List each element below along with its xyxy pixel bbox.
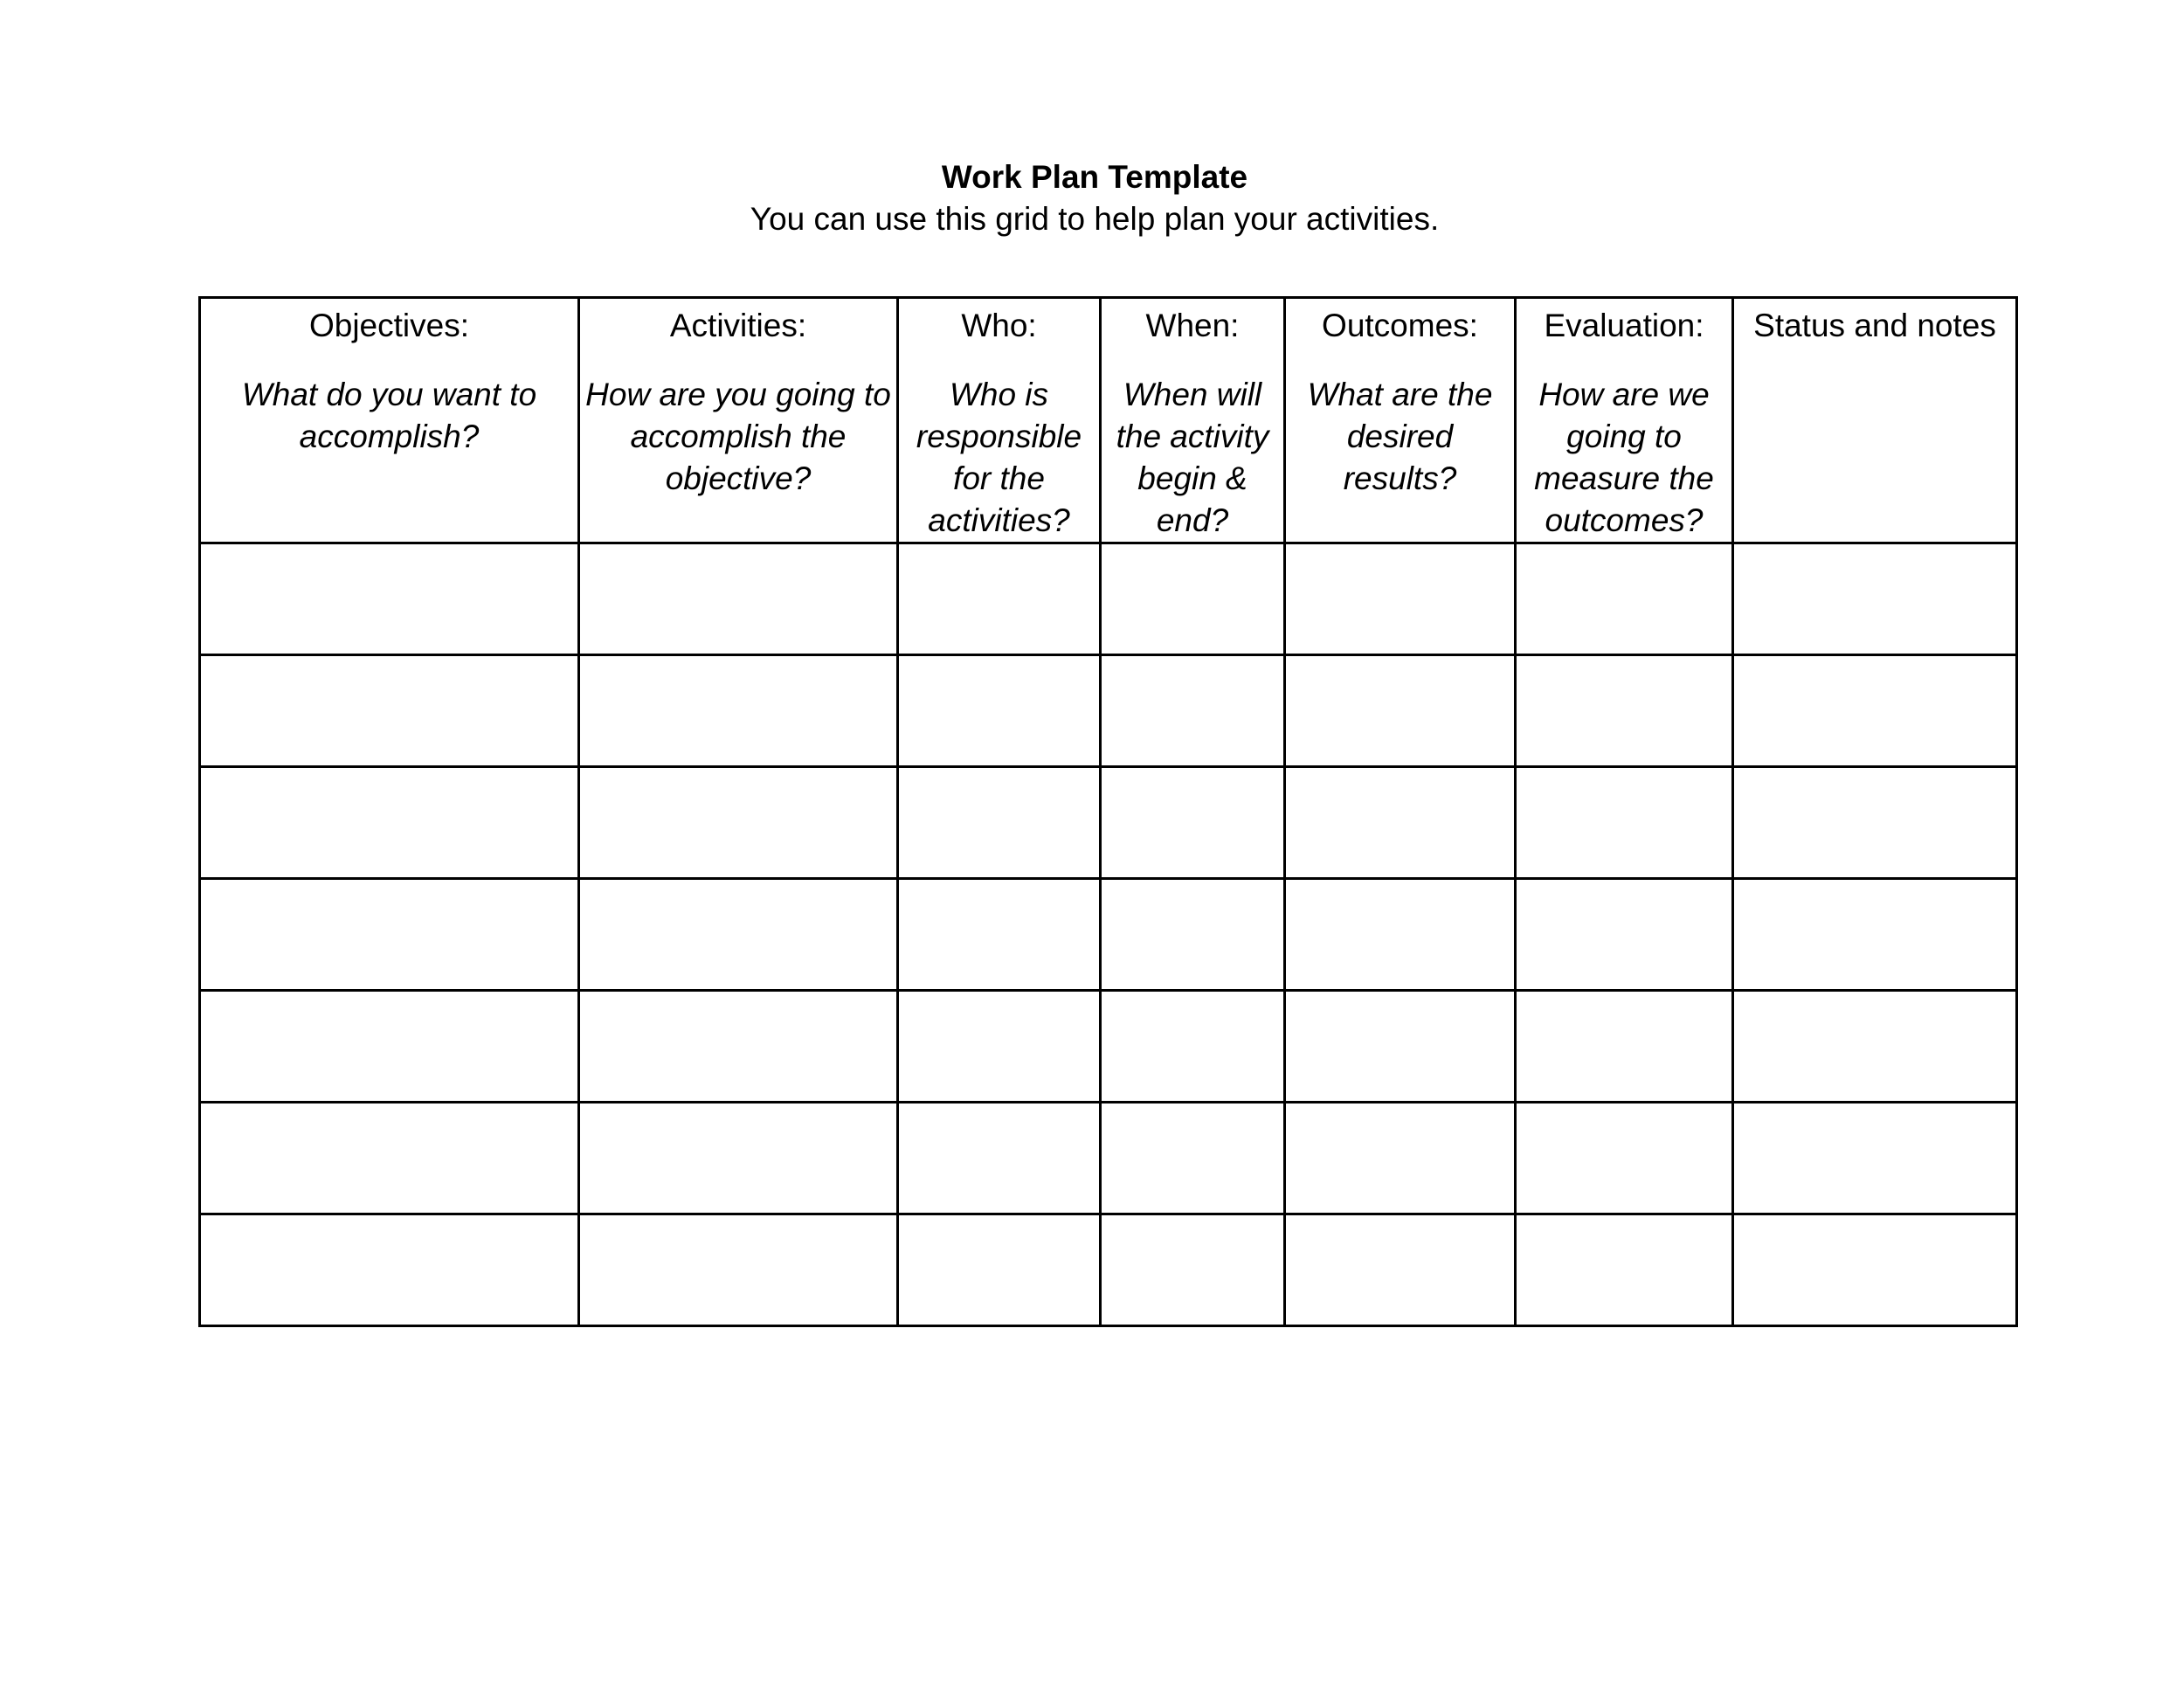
table-cell[interactable] (579, 655, 898, 767)
table-cell[interactable] (1516, 1103, 1733, 1214)
header-row (200, 298, 2017, 543)
table-cell[interactable] (200, 655, 579, 767)
table-cell[interactable] (579, 1103, 898, 1214)
table-cell[interactable] (200, 1214, 579, 1326)
table-row (200, 1103, 2017, 1214)
table-cell[interactable] (898, 767, 1101, 879)
table-cell[interactable] (1733, 1103, 2017, 1214)
table-row (200, 879, 2017, 991)
table-cell[interactable] (898, 543, 1101, 655)
table-cell[interactable] (579, 543, 898, 655)
table-cell[interactable] (1285, 767, 1516, 879)
table-cell[interactable] (200, 543, 579, 655)
table-cell[interactable] (1516, 655, 1733, 767)
table-cell[interactable] (579, 879, 898, 991)
table-cell[interactable] (898, 879, 1101, 991)
table-cell[interactable] (200, 1103, 579, 1214)
table-row (200, 991, 2017, 1103)
column-question: How are you going to accomplish the objective? (585, 377, 891, 496)
column-label: Objectives: (308, 308, 469, 343)
column-question: Who is responsible for the activities? (916, 377, 1082, 538)
table-cell[interactable] (1285, 879, 1516, 991)
table-cell[interactable] (1101, 1103, 1285, 1214)
table-cell[interactable] (898, 991, 1101, 1103)
column-header (1285, 298, 1516, 543)
table-cell[interactable] (1101, 655, 1285, 767)
table-cell[interactable] (1516, 991, 1733, 1103)
table-cell[interactable] (1285, 1103, 1516, 1214)
column-question: What do you want to accomplish? (241, 377, 537, 454)
column-question: When will the activity begin & end? (1116, 377, 1269, 538)
column-label: Outcomes: (1322, 308, 1478, 343)
table-cell[interactable] (579, 991, 898, 1103)
page-title: Work Plan Template (941, 159, 1248, 195)
column-header (1101, 298, 1285, 543)
table-cell[interactable] (1733, 767, 2017, 879)
table-cell[interactable] (898, 1103, 1101, 1214)
table-cell[interactable] (898, 655, 1101, 767)
table-cell[interactable] (1733, 991, 2017, 1103)
table-cell[interactable] (1733, 543, 2017, 655)
column-label: When: (1145, 308, 1240, 343)
table-cell[interactable] (579, 767, 898, 879)
page-subtitle: You can use this grid to help plan your activities. (750, 201, 1440, 237)
work-plan-table (198, 296, 2018, 1327)
column-header (200, 298, 579, 543)
table-row (200, 655, 2017, 767)
column-question: How are we going to measure the outcomes? (1534, 377, 1714, 538)
table-cell[interactable] (1285, 655, 1516, 767)
table-cell[interactable] (1516, 1214, 1733, 1326)
column-header (1733, 298, 2017, 543)
table-cell[interactable] (898, 1214, 1101, 1326)
table-cell[interactable] (1101, 767, 1285, 879)
table-cell[interactable] (1516, 543, 1733, 655)
table-cell[interactable] (1285, 543, 1516, 655)
table-cell[interactable] (1516, 767, 1733, 879)
column-label: Status and notes (1753, 308, 1996, 343)
column-label: Who: (961, 308, 1037, 343)
table-cell[interactable] (1733, 1214, 2017, 1326)
column-header (898, 298, 1101, 543)
table-cell[interactable] (200, 879, 579, 991)
table-cell[interactable] (1101, 1214, 1285, 1326)
table-cell[interactable] (1733, 879, 2017, 991)
table-row (200, 767, 2017, 879)
table-cell[interactable] (1101, 879, 1285, 991)
table-cell[interactable] (579, 1214, 898, 1326)
column-label: Activities: (669, 308, 807, 343)
table-cell[interactable] (1733, 655, 2017, 767)
column-header (579, 298, 898, 543)
column-question: What are the desired results? (1307, 377, 1493, 496)
table-cell[interactable] (1101, 543, 1285, 655)
column-label: Evaluation: (1544, 308, 1704, 343)
table-cell[interactable] (1516, 879, 1733, 991)
table-cell[interactable] (1101, 991, 1285, 1103)
column-header (1516, 298, 1733, 543)
table-row (200, 543, 2017, 655)
table-row (200, 1214, 2017, 1326)
table-cell[interactable] (200, 767, 579, 879)
table-cell[interactable] (1285, 1214, 1516, 1326)
table-cell[interactable] (200, 991, 579, 1103)
table-cell[interactable] (1285, 991, 1516, 1103)
